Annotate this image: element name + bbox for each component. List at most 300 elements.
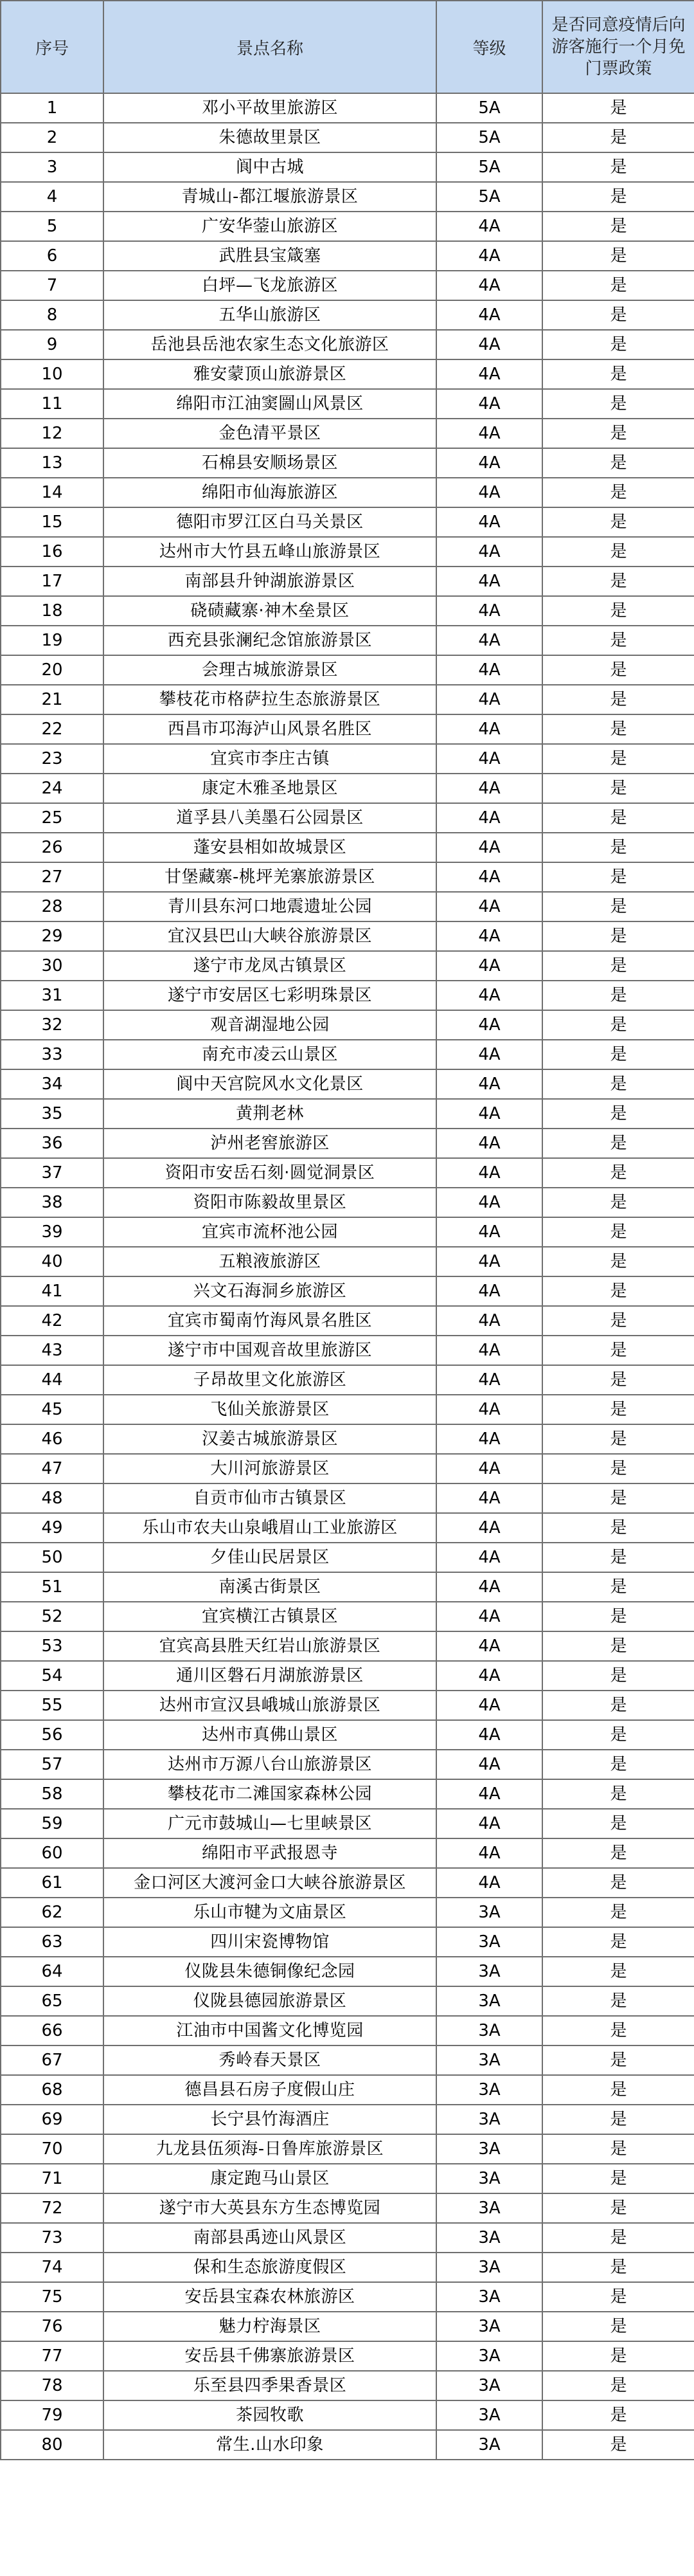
cell-policy: 是 <box>542 1158 694 1188</box>
cell-no: 12 <box>1 419 103 448</box>
cell-policy: 是 <box>542 212 694 241</box>
cell-level: 4A <box>436 567 542 596</box>
table-row <box>1 1306 694 1336</box>
cell-no: 29 <box>1 921 103 951</box>
cell-name: 资阳市安岳石刻·圆觉洞景区 <box>103 1158 436 1188</box>
cell-name: 金口河区大渡河金口大峡谷旅游景区 <box>103 1868 436 1898</box>
cell-no: 6 <box>1 241 103 271</box>
cell-no: 13 <box>1 448 103 478</box>
cell-policy: 是 <box>542 1424 694 1454</box>
cell-name: 九龙县伍须海-日鲁库旅游景区 <box>103 2134 436 2164</box>
cell-policy: 是 <box>542 567 694 596</box>
cell-name: 青川县东河口地震遗址公园 <box>103 892 436 921</box>
cell-name: 甘堡藏寨-桃坪羌寨旅游景区 <box>103 862 436 892</box>
cell-no: 24 <box>1 774 103 803</box>
cell-name: 乐至县四季果香景区 <box>103 2371 436 2400</box>
cell-no: 33 <box>1 1040 103 1069</box>
cell-no: 79 <box>1 2400 103 2430</box>
cell-name: 康定木雅圣地景区 <box>103 774 436 803</box>
cell-level: 4A <box>436 1395 542 1424</box>
table-row <box>1 330 694 359</box>
cell-policy: 是 <box>542 1365 694 1395</box>
cell-level: 4A <box>436 626 542 655</box>
cell-no: 69 <box>1 2105 103 2134</box>
cell-name: 江油市中国酱文化博览园 <box>103 2016 436 2045</box>
cell-no: 47 <box>1 1454 103 1483</box>
cell-policy: 是 <box>542 2045 694 2075</box>
cell-policy: 是 <box>542 1069 694 1099</box>
cell-name: 自贡市仙市古镇景区 <box>103 1483 436 1513</box>
cell-policy: 是 <box>542 2341 694 2371</box>
cell-no: 1 <box>1 93 103 123</box>
table-row <box>1 1631 694 1661</box>
cell-policy: 是 <box>542 1513 694 1543</box>
table-row <box>1 1099 694 1129</box>
table-row <box>1 1691 694 1720</box>
table-row <box>1 1838 694 1868</box>
cell-policy: 是 <box>542 951 694 981</box>
table-row <box>1 1720 694 1750</box>
cell-level: 3A <box>436 2134 542 2164</box>
table-row <box>1 1483 694 1513</box>
cell-level: 3A <box>436 2430 542 2460</box>
cell-no: 14 <box>1 478 103 507</box>
cell-name: 达州市万源八台山旅游景区 <box>103 1750 436 1779</box>
cell-policy: 是 <box>542 1838 694 1868</box>
cell-policy: 是 <box>542 93 694 123</box>
cell-name: 西昌市邛海泸山风景名胜区 <box>103 714 436 744</box>
cell-no: 21 <box>1 685 103 714</box>
cell-name: 兴文石海洞乡旅游区 <box>103 1276 436 1306</box>
table-row <box>1 833 694 862</box>
cell-name: 宜宾市李庄古镇 <box>103 744 436 774</box>
cell-level: 4A <box>436 1720 542 1750</box>
cell-name: 仪陇县德园旅游景区 <box>103 1986 436 2016</box>
cell-policy: 是 <box>542 774 694 803</box>
cell-policy: 是 <box>542 714 694 744</box>
cell-level: 4A <box>436 1691 542 1720</box>
cell-no: 34 <box>1 1069 103 1099</box>
table-row <box>1 1868 694 1898</box>
cell-level: 3A <box>436 2371 542 2400</box>
cell-no: 28 <box>1 892 103 921</box>
cell-no: 15 <box>1 507 103 537</box>
cell-no: 23 <box>1 744 103 774</box>
cell-name: 遂宁市中国观音故里旅游区 <box>103 1336 436 1365</box>
table-row <box>1 1543 694 1572</box>
cell-no: 54 <box>1 1661 103 1691</box>
cell-name: 遂宁市大英县东方生态博览园 <box>103 2193 436 2223</box>
table-row <box>1 152 694 182</box>
table-row <box>1 2312 694 2341</box>
table-row <box>1 2045 694 2075</box>
cell-policy: 是 <box>542 803 694 833</box>
table-row <box>1 2341 694 2371</box>
cell-level: 4A <box>436 714 542 744</box>
cell-level: 4A <box>436 1365 542 1395</box>
cell-no: 17 <box>1 567 103 596</box>
cell-name: 长宁县竹海酒庄 <box>103 2105 436 2134</box>
cell-level: 5A <box>436 123 542 152</box>
cell-policy: 是 <box>542 537 694 567</box>
cell-level: 4A <box>436 419 542 448</box>
table-row <box>1 2134 694 2164</box>
cell-level: 3A <box>436 2312 542 2341</box>
cell-name: 飞仙关旅游景区 <box>103 1395 436 1424</box>
cell-no: 2 <box>1 123 103 152</box>
cell-name: 仪陇县朱德铜像纪念园 <box>103 1957 436 1986</box>
table-row <box>1 2105 694 2134</box>
cell-level: 5A <box>436 182 542 212</box>
header-name: 景点名称 <box>103 1 436 93</box>
table-row <box>1 1010 694 1040</box>
cell-policy: 是 <box>542 123 694 152</box>
cell-level: 5A <box>436 152 542 182</box>
cell-no: 3 <box>1 152 103 182</box>
cell-level: 3A <box>436 1986 542 2016</box>
cell-no: 41 <box>1 1276 103 1306</box>
table-row <box>1 1336 694 1365</box>
cell-policy: 是 <box>542 1306 694 1336</box>
cell-no: 25 <box>1 803 103 833</box>
cell-no: 63 <box>1 1927 103 1957</box>
cell-level: 4A <box>436 892 542 921</box>
cell-no: 76 <box>1 2312 103 2341</box>
table-row <box>1 93 694 123</box>
cell-no: 31 <box>1 981 103 1010</box>
cell-name: 蓬安县相如故城景区 <box>103 833 436 862</box>
cell-no: 38 <box>1 1188 103 1217</box>
cell-no: 40 <box>1 1247 103 1276</box>
cell-name: 石棉县安顺场景区 <box>103 448 436 478</box>
cell-name: 达州市宣汉县峨城山旅游景区 <box>103 1691 436 1720</box>
cell-level: 4A <box>436 1809 542 1838</box>
table-row <box>1 1424 694 1454</box>
cell-policy: 是 <box>542 1395 694 1424</box>
cell-level: 4A <box>436 1247 542 1276</box>
cell-no: 62 <box>1 1898 103 1927</box>
cell-no: 26 <box>1 833 103 862</box>
cell-policy: 是 <box>542 1779 694 1809</box>
cell-level: 4A <box>436 330 542 359</box>
cell-level: 4A <box>436 241 542 271</box>
cell-level: 3A <box>436 2045 542 2075</box>
table-row <box>1 803 694 833</box>
cell-level: 4A <box>436 537 542 567</box>
cell-level: 4A <box>436 448 542 478</box>
table-row <box>1 2193 694 2223</box>
header-no: 序号 <box>1 1 103 93</box>
cell-name: 安岳县宝森农林旅游区 <box>103 2282 436 2312</box>
table-row <box>1 271 694 300</box>
table-row <box>1 921 694 951</box>
cell-policy: 是 <box>542 744 694 774</box>
cell-policy: 是 <box>542 1276 694 1306</box>
cell-name: 道孚县八美墨石公园景区 <box>103 803 436 833</box>
cell-no: 68 <box>1 2075 103 2105</box>
cell-name: 大川河旅游景区 <box>103 1454 436 1483</box>
table-header <box>1 1 694 93</box>
header-row <box>1 1 694 93</box>
table-row <box>1 655 694 685</box>
cell-no: 44 <box>1 1365 103 1395</box>
table-row <box>1 1572 694 1602</box>
table-row <box>1 478 694 507</box>
cell-policy: 是 <box>542 892 694 921</box>
table-row <box>1 2282 694 2312</box>
cell-no: 52 <box>1 1602 103 1631</box>
cell-policy: 是 <box>542 1750 694 1779</box>
table-row <box>1 1809 694 1838</box>
cell-no: 8 <box>1 300 103 330</box>
cell-policy: 是 <box>542 2282 694 2312</box>
cell-name: 朱德故里景区 <box>103 123 436 152</box>
table-row <box>1 507 694 537</box>
cell-level: 4A <box>436 1424 542 1454</box>
cell-policy: 是 <box>542 1809 694 1838</box>
cell-level: 4A <box>436 507 542 537</box>
cell-policy: 是 <box>542 2371 694 2400</box>
table-row <box>1 389 694 419</box>
cell-policy: 是 <box>542 626 694 655</box>
cell-level: 3A <box>436 1957 542 1986</box>
table-row <box>1 2400 694 2430</box>
cell-policy: 是 <box>542 419 694 448</box>
cell-level: 3A <box>436 2193 542 2223</box>
cell-policy: 是 <box>542 655 694 685</box>
cell-no: 4 <box>1 182 103 212</box>
cell-no: 80 <box>1 2430 103 2460</box>
cell-no: 27 <box>1 862 103 892</box>
cell-policy: 是 <box>542 833 694 862</box>
cell-no: 22 <box>1 714 103 744</box>
cell-name: 宜宾横江古镇景区 <box>103 1602 436 1631</box>
cell-no: 58 <box>1 1779 103 1809</box>
cell-no: 36 <box>1 1129 103 1158</box>
cell-no: 55 <box>1 1691 103 1720</box>
cell-name: 秀岭春天景区 <box>103 2045 436 2075</box>
cell-name: 安岳县千佛寨旅游景区 <box>103 2341 436 2371</box>
cell-no: 64 <box>1 1957 103 1986</box>
cell-no: 53 <box>1 1631 103 1661</box>
table-row <box>1 1129 694 1158</box>
cell-level: 4A <box>436 862 542 892</box>
cell-policy: 是 <box>542 2223 694 2253</box>
table-row <box>1 1927 694 1957</box>
cell-policy: 是 <box>542 1129 694 1158</box>
cell-level: 4A <box>436 1838 542 1868</box>
cell-policy: 是 <box>542 1691 694 1720</box>
cell-level: 4A <box>436 1040 542 1069</box>
cell-no: 5 <box>1 212 103 241</box>
cell-no: 65 <box>1 1986 103 2016</box>
cell-name: 绵阳市仙海旅游区 <box>103 478 436 507</box>
cell-policy: 是 <box>542 1099 694 1129</box>
table-row <box>1 212 694 241</box>
cell-no: 16 <box>1 537 103 567</box>
table-row <box>1 2016 694 2045</box>
cell-policy: 是 <box>542 359 694 389</box>
cell-name: 子昂故里文化旅游区 <box>103 1365 436 1395</box>
cell-no: 37 <box>1 1158 103 1188</box>
cell-no: 57 <box>1 1750 103 1779</box>
cell-level: 4A <box>436 981 542 1010</box>
cell-level: 4A <box>436 271 542 300</box>
cell-no: 51 <box>1 1572 103 1602</box>
table-row <box>1 241 694 271</box>
cell-policy: 是 <box>542 1720 694 1750</box>
cell-no: 46 <box>1 1424 103 1454</box>
table-row <box>1 2223 694 2253</box>
table-row <box>1 714 694 744</box>
cell-name: 绵阳市平武报恩寺 <box>103 1838 436 1868</box>
cell-name: 金色清平景区 <box>103 419 436 448</box>
cell-level: 4A <box>436 1750 542 1779</box>
cell-no: 50 <box>1 1543 103 1572</box>
table-row <box>1 1365 694 1395</box>
cell-name: 茶园牧歌 <box>103 2400 436 2430</box>
table-row <box>1 567 694 596</box>
cell-policy: 是 <box>542 1040 694 1069</box>
cell-name: 通川区磐石月湖旅游景区 <box>103 1661 436 1691</box>
cell-no: 9 <box>1 330 103 359</box>
cell-policy: 是 <box>542 1927 694 1957</box>
table-row <box>1 951 694 981</box>
cell-name: 青城山-都江堰旅游景区 <box>103 182 436 212</box>
cell-policy: 是 <box>542 330 694 359</box>
cell-name: 绵阳市江油窦圌山风景区 <box>103 389 436 419</box>
cell-level: 4A <box>436 1336 542 1365</box>
cell-policy: 是 <box>542 921 694 951</box>
cell-level: 4A <box>436 359 542 389</box>
table-row <box>1 1986 694 2016</box>
cell-no: 11 <box>1 389 103 419</box>
cell-policy: 是 <box>542 2075 694 2105</box>
cell-level: 3A <box>436 2075 542 2105</box>
cell-policy: 是 <box>542 2134 694 2164</box>
cell-policy: 是 <box>542 2164 694 2193</box>
cell-no: 78 <box>1 2371 103 2400</box>
cell-name: 宜宾高县胜天红岩山旅游景区 <box>103 1631 436 1661</box>
cell-policy: 是 <box>542 241 694 271</box>
table-row <box>1 1069 694 1099</box>
cell-policy: 是 <box>542 1986 694 2016</box>
cell-level: 3A <box>436 1898 542 1927</box>
table-row <box>1 2253 694 2282</box>
table-row <box>1 1750 694 1779</box>
cell-no: 32 <box>1 1010 103 1040</box>
cell-name: 岳池县岳池农家生态文化旅游区 <box>103 330 436 359</box>
cell-name: 夕佳山民居景区 <box>103 1543 436 1572</box>
cell-name: 宜汉县巴山大峡谷旅游景区 <box>103 921 436 951</box>
cell-no: 7 <box>1 271 103 300</box>
cell-policy: 是 <box>542 1572 694 1602</box>
cell-level: 4A <box>436 1602 542 1631</box>
cell-name: 宜宾市流杯池公园 <box>103 1217 436 1247</box>
cell-policy: 是 <box>542 1898 694 1927</box>
cell-policy: 是 <box>542 1188 694 1217</box>
cell-level: 4A <box>436 212 542 241</box>
cell-no: 45 <box>1 1395 103 1424</box>
cell-level: 5A <box>436 93 542 123</box>
table-row <box>1 182 694 212</box>
cell-level: 4A <box>436 596 542 626</box>
cell-name: 保和生态旅游度假区 <box>103 2253 436 2282</box>
cell-level: 4A <box>436 1572 542 1602</box>
table-row <box>1 1158 694 1188</box>
cell-no: 73 <box>1 2223 103 2253</box>
table-row <box>1 862 694 892</box>
cell-policy: 是 <box>542 1247 694 1276</box>
cell-level: 4A <box>436 921 542 951</box>
cell-policy: 是 <box>542 685 694 714</box>
cell-name: 攀枝花市二滩国家森林公园 <box>103 1779 436 1809</box>
cell-name: 遂宁市安居区七彩明珠景区 <box>103 981 436 1010</box>
cell-level: 4A <box>436 300 542 330</box>
cell-name: 资阳市陈毅故里景区 <box>103 1188 436 1217</box>
cell-name: 广安华蓥山旅游区 <box>103 212 436 241</box>
cell-name: 广元市鼓城山—七里峡景区 <box>103 1809 436 1838</box>
cell-policy: 是 <box>542 152 694 182</box>
table-row <box>1 448 694 478</box>
cell-level: 3A <box>436 2341 542 2371</box>
cell-level: 4A <box>436 1099 542 1129</box>
cell-level: 4A <box>436 833 542 862</box>
cell-name: 南部县升钟湖旅游景区 <box>103 567 436 596</box>
cell-name: 乐山市农夫山泉峨眉山工业旅游区 <box>103 1513 436 1543</box>
cell-level: 4A <box>436 951 542 981</box>
cell-no: 60 <box>1 1838 103 1868</box>
cell-name: 南充市凌云山景区 <box>103 1040 436 1069</box>
cell-policy: 是 <box>542 1602 694 1631</box>
cell-level: 4A <box>436 685 542 714</box>
table-row <box>1 123 694 152</box>
cell-level: 4A <box>436 774 542 803</box>
cell-name: 邓小平故里旅游区 <box>103 93 436 123</box>
cell-no: 43 <box>1 1336 103 1365</box>
cell-policy: 是 <box>542 1454 694 1483</box>
cell-policy: 是 <box>542 448 694 478</box>
cell-name: 常生.山水印象 <box>103 2430 436 2460</box>
cell-level: 4A <box>436 1661 542 1691</box>
cell-policy: 是 <box>542 981 694 1010</box>
cell-level: 3A <box>436 2164 542 2193</box>
table-row <box>1 419 694 448</box>
table-row <box>1 1779 694 1809</box>
cell-no: 35 <box>1 1099 103 1129</box>
cell-no: 39 <box>1 1217 103 1247</box>
cell-no: 74 <box>1 2253 103 2282</box>
cell-level: 4A <box>436 1306 542 1336</box>
table-row <box>1 1454 694 1483</box>
cell-policy: 是 <box>542 2105 694 2134</box>
table-row <box>1 537 694 567</box>
cell-level: 4A <box>436 389 542 419</box>
cell-policy: 是 <box>542 2430 694 2460</box>
header-policy: 是否同意疫情后向游客施行一个月免门票政策 <box>542 1 694 93</box>
cell-policy: 是 <box>542 862 694 892</box>
cell-name: 白坪—飞龙旅游区 <box>103 271 436 300</box>
cell-policy: 是 <box>542 389 694 419</box>
table-row <box>1 1247 694 1276</box>
cell-policy: 是 <box>542 1631 694 1661</box>
cell-level: 4A <box>436 803 542 833</box>
cell-name: 宜宾市蜀南竹海风景名胜区 <box>103 1306 436 1336</box>
cell-policy: 是 <box>542 1661 694 1691</box>
cell-no: 59 <box>1 1809 103 1838</box>
table-row <box>1 685 694 714</box>
cell-policy: 是 <box>542 1957 694 1986</box>
